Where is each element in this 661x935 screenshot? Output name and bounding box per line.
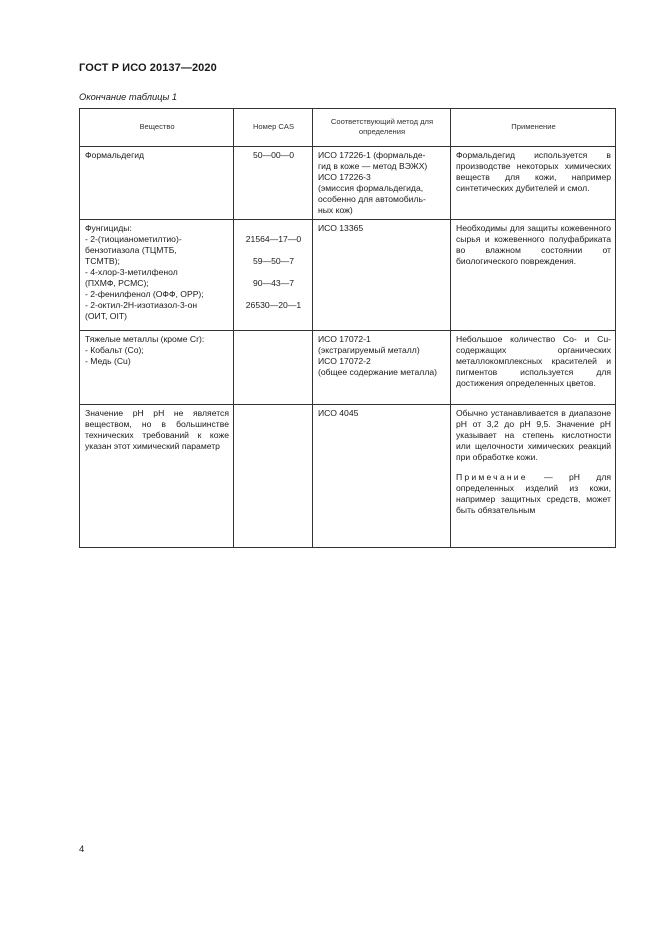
method-line: ИСО 17226-1 (формальде-	[318, 150, 426, 160]
cell-application: Необходимы для защиты кожевенного сырья и кожевенного полуфабриката во влажном состоянии от биологического повреждения.	[451, 220, 616, 331]
cell-application: Небольшое количество Co- и Cu-содержащих органических металлокомплексных красителей и пигментов используется для достижения определенных цветов.	[451, 331, 616, 405]
note-text: — рН для определенных изделий из кожи, например защитных средств, может быть обязательным	[456, 471, 611, 515]
substances-table	[79, 108, 616, 548]
substance-line: - 2-октил-2Н-изотиазол-3-он	[85, 299, 198, 310]
header-cas: Номер CAS	[234, 109, 313, 147]
table-caption: Окончание таблицы 1	[79, 92, 178, 102]
method-line: ИСО 13365	[318, 223, 364, 234]
method-line: ИСО 17226-3	[318, 171, 371, 182]
substance-line: - Кобальт (Co);	[85, 345, 144, 356]
cas-number: 26530—20—1	[245, 300, 302, 311]
application-text: Обычно устанавливается в диапазоне рН от 3,2 до рН 9,5. Значение рН указывает на степень кислотности или щелочности химических реакций при обработке кожи.	[456, 408, 611, 463]
substance-line: - 2-фенилфенол (ОФФ, OPP);	[85, 288, 204, 299]
cell-substance: Значение рН рН не является веществом, но в большинстве технических требований к коже указан этот химический параметр	[80, 405, 234, 548]
cell-application	[451, 405, 616, 548]
substance-line: - 2-(тиоцианометилтио)-	[85, 234, 182, 245]
method-line: особенно для автомобиль-	[318, 193, 426, 204]
method-line: ИСО 17072-1	[318, 334, 371, 345]
cell-method	[313, 220, 451, 331]
document-title: ГОСТ Р ИСО 20137—2020	[79, 62, 217, 74]
substance-line: (ПХМФ, PCMC);	[85, 277, 149, 288]
substance-line: - 4-хлор-3-метилфенол	[85, 267, 178, 278]
header-substance: Вещество	[80, 109, 234, 147]
table-row-formaldehyde	[80, 147, 616, 220]
cell-cas	[234, 331, 313, 405]
substance-line: Фунгициды:	[85, 223, 132, 234]
cas-number: 21564—17—0	[245, 234, 302, 245]
cell-substance	[80, 331, 234, 405]
cell-method	[313, 147, 451, 220]
cell-substance	[80, 147, 234, 220]
cell-cas	[234, 220, 313, 331]
table-header-row	[80, 109, 616, 147]
cas-number: 90—43—7	[252, 278, 295, 289]
header-method: Соответствующий метод для определения	[313, 109, 451, 147]
substance-line: Тяжелые металлы (кроме Cr):	[85, 334, 205, 345]
note-spacer	[456, 463, 611, 472]
substance-line: бензотиазола (ТЦМТБ,	[85, 245, 177, 256]
method-line: ИСО 17072-2	[318, 356, 371, 367]
cell-cas	[234, 405, 313, 548]
substance-line: - Медь (Cu)	[85, 356, 131, 367]
cell-application: Формальдегид используется в производстве некоторых химических веществ для кожи, например синтетических дубителей и смол.	[451, 147, 616, 220]
method-line: ИСО 4045	[318, 408, 359, 419]
substance-line: Формальдегид	[85, 150, 145, 160]
cell-method	[313, 405, 451, 548]
cas-number: 50—00—0	[252, 150, 295, 160]
header-application: Применение	[451, 109, 616, 147]
method-line: (экстрагируемый металл)	[318, 345, 420, 356]
cell-cas	[234, 147, 313, 220]
method-line: гид в коже — метод ВЭЖХ)	[318, 160, 428, 171]
page-number: 4	[79, 844, 85, 855]
table-row-fungicides	[80, 220, 616, 331]
table-row-ph	[80, 405, 616, 548]
cas-number: 59—50—7	[252, 256, 295, 267]
substance-line: (ОИТ, OIT)	[85, 310, 127, 321]
cell-substance	[80, 220, 234, 331]
substance-line: TCMTB);	[85, 256, 120, 267]
table-row-heavy-metals	[80, 331, 616, 405]
note-label: Примечание	[456, 471, 528, 482]
method-line: (эмиссия формальдегида,	[318, 182, 424, 193]
method-line: (общее содержание металла)	[318, 367, 437, 378]
cell-method	[313, 331, 451, 405]
method-line: ных кож)	[318, 204, 353, 215]
